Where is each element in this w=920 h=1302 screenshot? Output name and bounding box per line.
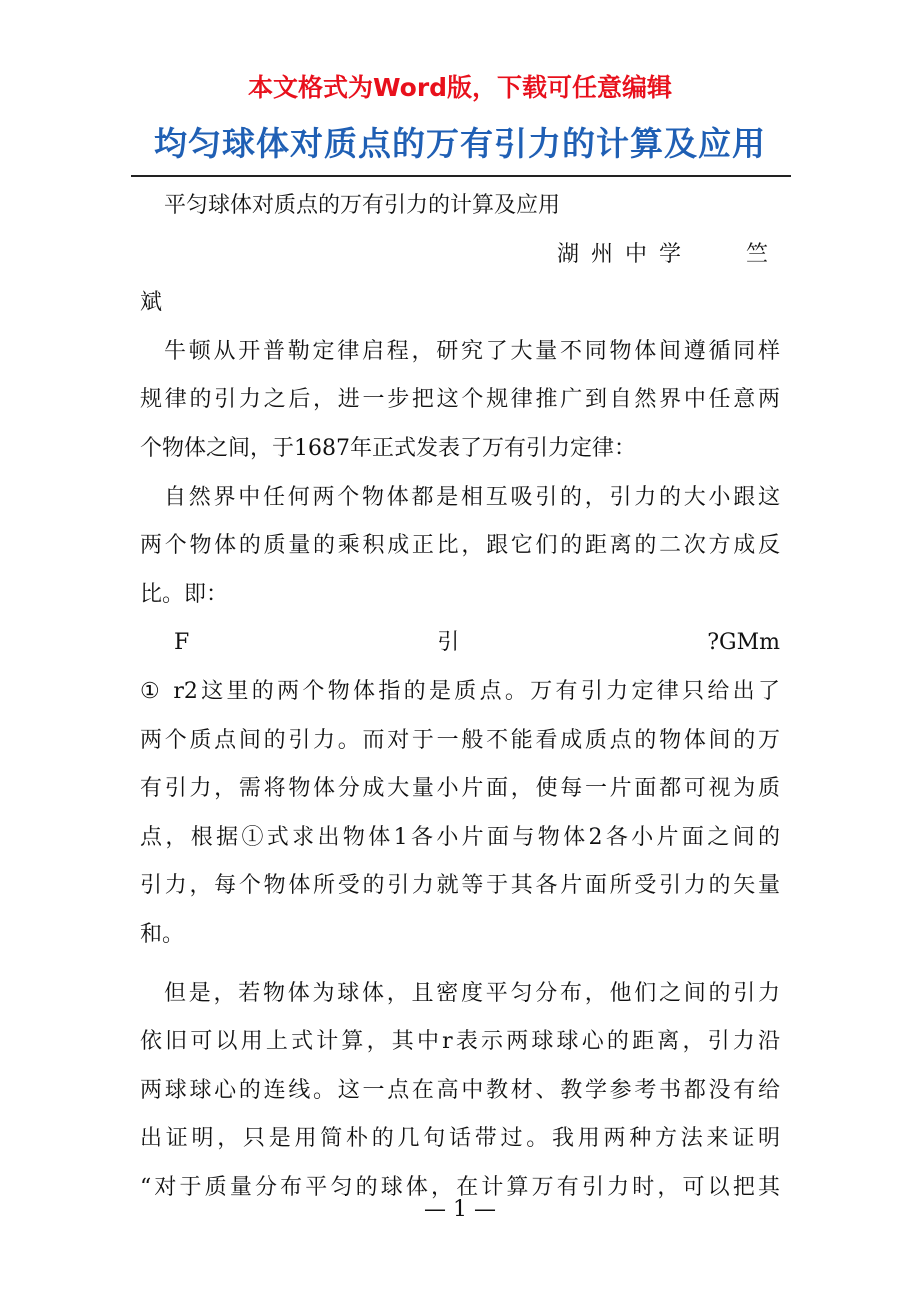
formula-yin: 引 [437, 630, 460, 656]
paragraph-line: ① r2这里的两个物体指的是质点。万有引力定律只给出了 [140, 678, 780, 704]
author-line-continued: 斌 [140, 290, 163, 316]
paragraph-line: 依旧可以用上式计算，其中r表示两球球心的距离，引力沿 [140, 1029, 780, 1055]
paragraph-line: “对于质量分布平匀的球体，在计算万有引力时，可以把其 [140, 1174, 780, 1200]
page-number: — 1 — [424, 1197, 496, 1222]
paragraph-line: 出证明，只是用简朴的几句话带过。我用两种方法来证明 [140, 1126, 780, 1152]
paragraph-line: 比。即： [140, 581, 229, 607]
document-body [140, 182, 780, 1212]
paragraph-line: 两个物体的质量的乘积成正比，跟它们的距离的二次方成反 [140, 533, 780, 559]
paragraph-line: 有引力，需将物体分成大量小片面，使每一片面都可视为质 [140, 776, 780, 802]
author-line: 湖州中学 竺 [557, 241, 780, 267]
paragraph-line: 两个质点间的引力。而对于一般不能看成质点的物体间的万 [140, 727, 780, 753]
paragraph-gap [140, 960, 780, 970]
paragraph-line: 规律的引力之后，进一步把这个规律推广到自然界中任意两 [140, 387, 780, 413]
paragraph-line: 两球球心的连线。这一点在高中教材、教学参考书都没有给 [140, 1077, 780, 1103]
formula-gmm: ?GMm [707, 630, 780, 656]
formula-line [140, 619, 780, 668]
paragraph-line: 但是，若物体为球体，且密度平匀分布，他们之间的引力 [164, 980, 780, 1006]
promo-banner: 本文格式为Word版，下载可任意编辑 [247, 73, 673, 102]
paragraph-line: 引力，每个物体所受的引力就等于其各片面所受引力的矢量 [140, 873, 780, 899]
title-divider [131, 175, 791, 177]
paragraph-line: 个物体之间，于1687年正式发表了万有引力定律： [140, 435, 636, 461]
formula-f: F [174, 630, 190, 656]
document-title: 均匀球体对质点的万有引力的计算及应用 [154, 124, 766, 163]
paragraph-line: 和。 [140, 921, 185, 947]
paragraph-line: 自然界中任何两个物体都是相互吸引的，引力的大小跟这 [164, 484, 780, 510]
paragraph-line: 牛顿从开普勒定律启程，研究了大量不同物体间遵循同样 [164, 338, 780, 364]
paragraph-line: 点，根据①式求出物体1各小片面与物体2各小片面之间的 [140, 824, 780, 850]
subtitle: 平匀球体对质点的万有引力的计算及应用 [164, 193, 561, 218]
